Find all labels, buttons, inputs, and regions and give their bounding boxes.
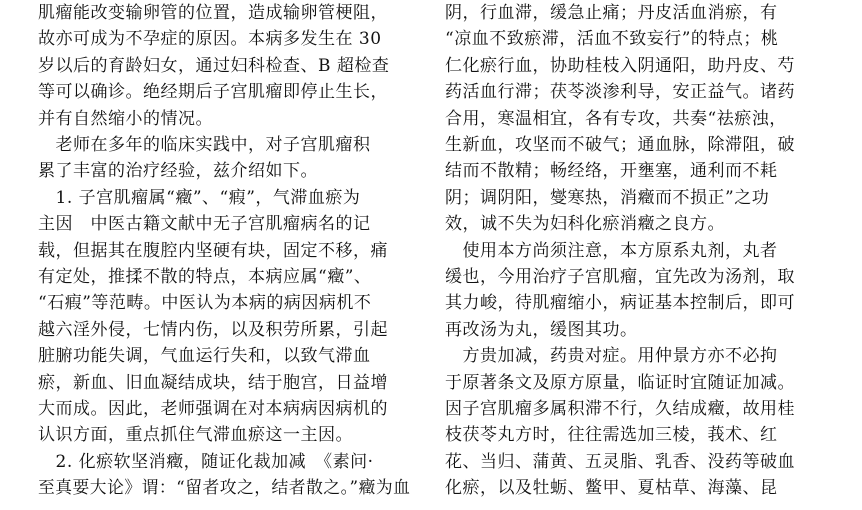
text-line: 阴；调阴阳，燮寒热，消癥而不损正”之功 (445, 187, 770, 208)
text-line: 因子宫肌瘤多属积滞不行，久结成癥，故用桂 (445, 399, 795, 419)
text-line: 岁以后的育龄妇女，通过妇科检查、B 超检查 (38, 55, 390, 76)
text-line: 2. 化瘀软坚消癥，随证化裁加减 《素问· (38, 451, 374, 472)
text-line: 效，诚不失为妇科化瘀消癥之良方。 (445, 214, 725, 235)
text-line: 仁化瘀行血，协助桂枝入阴通阳，助丹皮、芍 (445, 55, 795, 76)
text-line: 1. 子宫肌瘤属“癥”、“瘕”，气滞血瘀为 (38, 187, 361, 208)
text-line: 认识方面，重点抓住气滞血瘀这一主因。 (38, 425, 353, 446)
text-line: 老师在多年的临床实践中，对子宫肌瘤积 (38, 135, 371, 155)
text-line: 再改汤为丸，缓图其功。 (445, 319, 638, 340)
text-line: 缓也，今用治疗子宫肌瘤，宜先改为汤剂，取 (445, 267, 795, 287)
text-line: 化瘀，以及牡蛎、鳖甲、夏枯草、海藻、昆 (445, 478, 778, 499)
text-line: 生新血，攻坚而不破气；通血脉，除滞阻，破 (445, 135, 795, 155)
text-line: 越六淫外侵，七情内伤，以及积劳所累，引起 (38, 319, 388, 340)
text-line: 故亦可成为不孕症的原因。本病多发生在 30 (38, 29, 382, 50)
text-line: 主因 中医古籍文献中无子宫肌瘤病名的记 (38, 214, 371, 235)
text-line: 瘀，新血、旧血凝结成块，结于胞宫，日益增 (38, 372, 388, 393)
text-line: 方贵加减，药贵对症。用仲景方亦不必拘 (445, 346, 778, 367)
text-line: 肌瘤能改变输卵管的位置，造成输卵管梗阻， (38, 3, 388, 23)
text-line: 花、当归、蒲黄、五灵脂、乳香、没药等破血 (445, 451, 795, 472)
text-line: 其力峻，待肌瘤缩小，病证基本控制后，即可 (445, 293, 795, 314)
text-line: 大而成。因此，老师强调在对本病病因病机的 (38, 399, 388, 419)
text-line: 合用，寒温相宜，各有专攻，共奏“祛瘀浊， (445, 108, 787, 129)
text-line: “石瘕”等范畴。中医认为本病的病因病机不 (38, 293, 372, 314)
text-line: 使用本方尚须注意，本方原系丸剂，丸者 (445, 240, 778, 261)
text-line: 并有自然缩小的情况。 (38, 108, 213, 129)
text-line: 阴，行血滞，缓急止痛；丹皮活血消瘀，有 (445, 3, 778, 23)
text-line: 枝茯苓丸方时，往往需选加三棱，莪术、红 (445, 425, 778, 446)
text-line: 累了丰富的治疗经验，兹介绍如下。 (38, 161, 318, 182)
text-line: 结而不散精；畅经络，开壅塞，通利而不耗 (445, 161, 778, 182)
text-line: 至真要大论》谓：“留者攻之，结者散之。”癥为血 (38, 478, 411, 499)
text-line: 于原著条文及原方原量，临证时宜随证加减。 (445, 372, 795, 393)
text-line: 有定处，推揉不散的特点，本病应属“癥”、 (38, 267, 372, 287)
text-line: 载，但据其在腹腔内坚硬有块，固定不移，痛 (38, 240, 388, 261)
text-line: 等可以确诊。绝经期后子宫肌瘤即停止生长， (38, 82, 388, 103)
text-line: 脏腑功能失调，气血运行失和，以致气滞血 (38, 346, 371, 367)
text-line: 药活血行滞；茯苓淡渗利导，安正益气。诸药 (445, 82, 795, 103)
text-line: “凉血不致瘀滞，活血不致妄行”的特点；桃 (445, 29, 779, 50)
